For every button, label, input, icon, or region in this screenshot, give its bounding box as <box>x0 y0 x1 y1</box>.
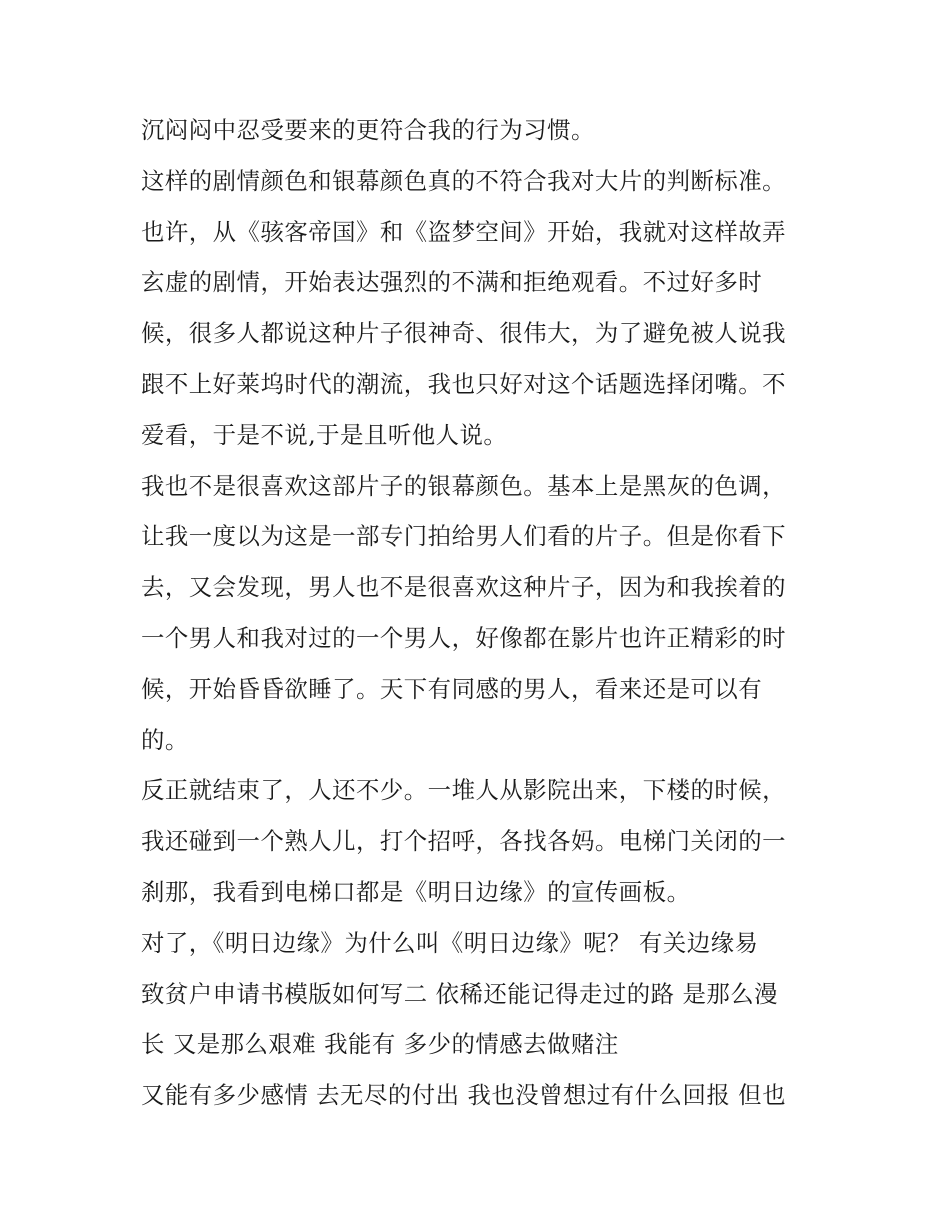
text-line: 跟不上好莱坞时代的潮流，我也只好对这个话题选择闭嘴。不 <box>141 369 787 398</box>
text-line: 长 又是那么艰难 我能有 多少的情感去做赌注 <box>141 1030 619 1059</box>
text-line: 也许，从《骇客帝国》和《盗梦空间》开始，我就对这样故弄 <box>141 217 787 246</box>
text-line: 去，又会发现，男人也不是很喜欢这种片子，因为和我挨着的 <box>141 573 787 602</box>
text-line: 对了，《明日边缘》为什么叫《明日边缘》呢？ 有关边缘易 <box>141 928 759 957</box>
text-line: 我还碰到一个熟人儿，打个招呼，各找各妈。电梯门关闭的一 <box>141 827 787 856</box>
text-line: 的。 <box>141 725 189 754</box>
text-line: 沉闷闷中忍受要来的更符合我的行为习惯。 <box>141 116 595 144</box>
text-line: 玄虚的剧情，开始表达强烈的不满和拒绝观看。不过好多时 <box>141 268 763 297</box>
text-line: 刹那，我看到电梯口都是《明日边缘》的宣传画板。 <box>141 877 691 906</box>
text-line: 爱看，于是不说,于是且听他人说。 <box>141 420 508 449</box>
text-line: 反正就结束了，人还不少。一堆人从影院出来，下楼的时候， <box>141 776 787 805</box>
text-line: 让我一度以为这是一部专门拍给男人们看的片子。但是你看下 <box>141 522 787 551</box>
text-line: 候，很多人都说这种片子很神奇、很伟大，为了避免被人说我 <box>141 319 787 348</box>
text-line: 候，开始昏昏欲睡了。天下有同感的男人，看来还是可以有 <box>141 674 763 703</box>
text-line: 又能有多少感情 去无尽的付出 我也没曾想过有什么回报 但也 <box>141 1081 786 1110</box>
text-line: 一个男人和我对过的一个男人，好像都在影片也许正精彩的时 <box>141 623 787 652</box>
document-body <box>141 105 821 1121</box>
text-line: 我也不是很喜欢这部片子的银幕颜色。基本上是黑灰的色调， <box>141 471 787 500</box>
text-line: 致贫户申请书模版如何写二 依稀还能记得走过的路 是那么漫 <box>141 979 779 1008</box>
text-line: 这样的剧情颜色和银幕颜色真的不符合我对大片的判断标准。 <box>141 166 787 195</box>
